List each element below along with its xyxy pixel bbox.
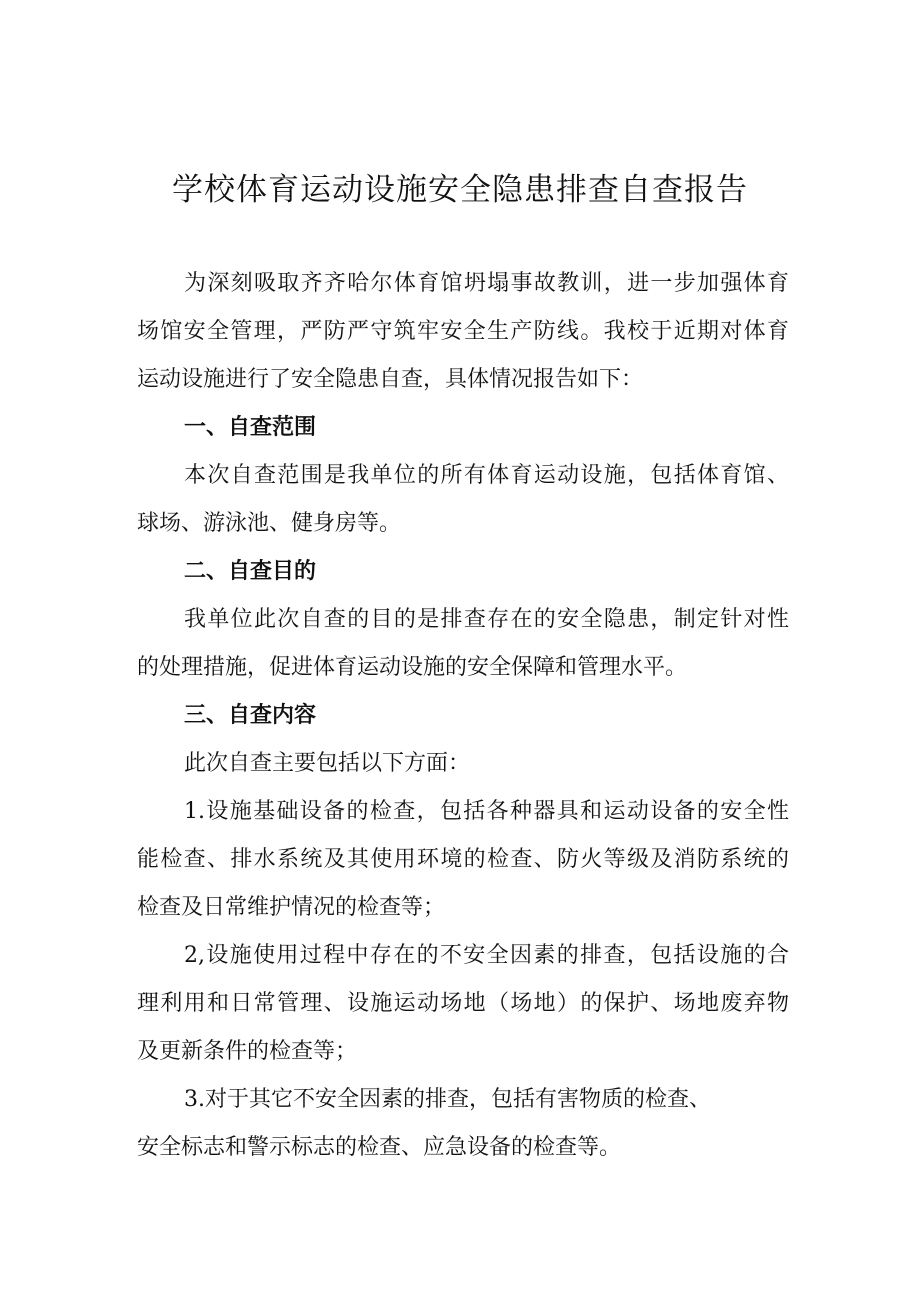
section-heading-purpose: 二、自查目的 [184,559,317,584]
item3-line-2: 安全标志和警示标志的检查、应急设备的检查等。 [137,1135,622,1160]
scope-line-2: 球场、游泳池、健身房等。 [137,511,402,536]
section-heading-scope: 一、自查范围 [184,415,317,440]
document-title: 学校体育运动设施安全隐患排查自查报告 [172,172,748,208]
item2-line-3: 及更新条件的检查等； [137,1039,358,1064]
item2-line-2: 理利用和日常管理、设施运动场地（场地）的保护、场地废弃物 [137,991,789,1016]
intro-line-3: 运动设施进行了安全隐患自查，具体情况报告如下： [137,367,644,392]
intro-line-1: 为深刻吸取齐齐哈尔体育馆坍塌事故教训，进一步加强体育 [184,271,789,296]
item1-line-1: 1.设施基础设备的检查，包括各种器具和运动设备的安全性 [184,799,789,824]
purpose-line-1: 我单位此次自查的目的是排查存在的安全隐患，制定针对性 [184,607,789,632]
item3-line-1: 3.对于其它不安全因素的排查，包括有害物质的检查、 [184,1087,711,1112]
item1-line-3: 检查及日常维护情况的检查等； [137,895,446,920]
section-heading-content: 三、自查内容 [184,703,317,728]
item2-line-1: 2,设施使用过程中存在的不安全因素的排查，包括设施的合 [184,943,789,968]
content-lead: 此次自查主要包括以下方面： [184,751,471,776]
scope-line-1: 本次自查范围是我单位的所有体育运动设施，包括体育馆、 [184,463,789,488]
item1-line-2: 能检查、排水系统及其使用环境的检查、防火等级及消防系统的 [137,847,789,872]
purpose-line-2: 的处理措施，促进体育运动设施的安全保障和管理水平。 [137,655,688,680]
intro-line-2: 场馆安全管理，严防严守筑牢安全生产防线。我校于近期对体育 [137,319,789,344]
